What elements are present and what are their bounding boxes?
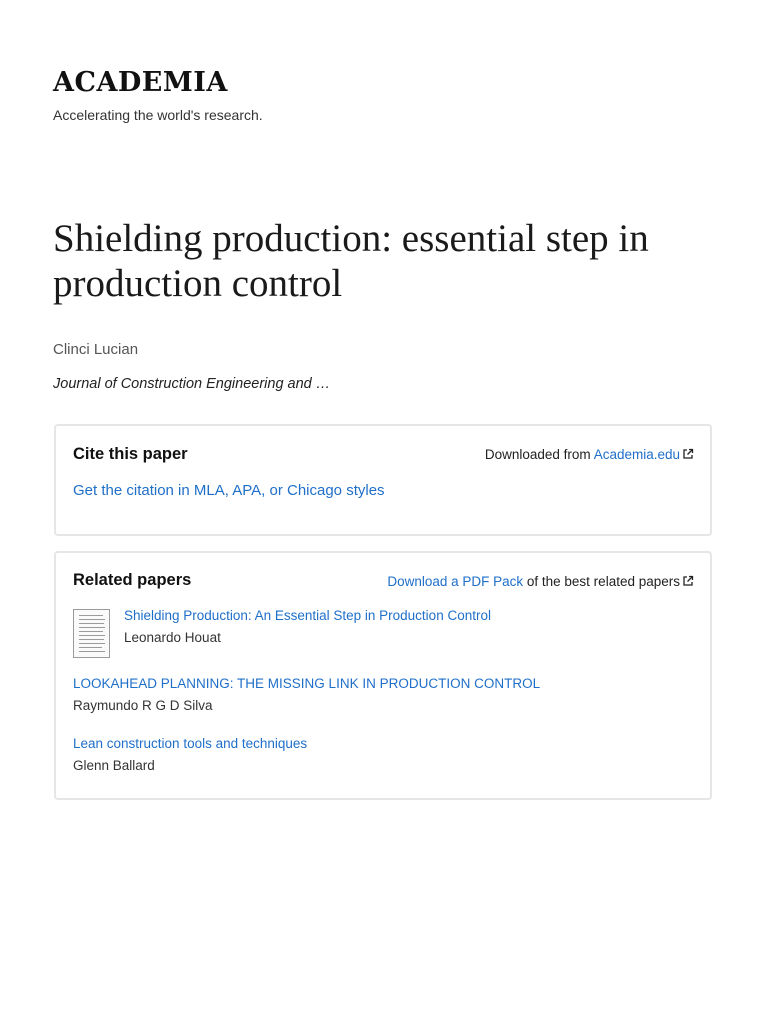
related-item-title[interactable]: Lean construction tools and techniques [73, 736, 308, 751]
paper-title: Shielding production: essential step in production control [53, 217, 649, 305]
related-item-title[interactable]: LOOKAHEAD PLANNING: THE MISSING LINK IN PRODUCTION CONTROL [73, 676, 541, 691]
pdf-pack-suffix: of the best related papers [523, 574, 680, 589]
cite-heading: Cite this paper [73, 445, 188, 463]
related-item-author: Glenn Ballard [73, 758, 155, 773]
related-item-author: Leonardo Houat [124, 630, 221, 645]
related-heading: Related papers [73, 571, 192, 589]
related-papers-card [54, 551, 712, 800]
related-item-title[interactable]: Shielding Production: An Essential Step in Production Control [124, 608, 491, 623]
related-item [73, 675, 540, 715]
related-item [73, 735, 307, 775]
download-pdf-pack-link[interactable]: Download a PDF Pack [387, 574, 524, 589]
cite-paper-card [54, 424, 712, 536]
related-item-author: Raymundo R G D Silva [73, 698, 213, 713]
external-link-icon[interactable] [682, 575, 694, 587]
external-link-icon[interactable] [682, 448, 694, 460]
paper-author: Clinci Lucian [53, 341, 139, 358]
get-citation-link[interactable]: Get the citation in MLA, APA, or Chicago styles [73, 482, 385, 499]
academia-edu-link[interactable]: Academia.edu [593, 447, 680, 462]
paper-journal: Journal of Construction Engineering and … [53, 376, 331, 392]
downloaded-prefix: Downloaded from [484, 447, 594, 462]
downloaded-from [485, 446, 694, 464]
document-thumbnail[interactable] [73, 609, 110, 658]
tagline: Accelerating the world's research. [53, 107, 263, 123]
academia-logo: ACADEMIA [53, 67, 228, 98]
pdf-pack [387, 573, 694, 591]
